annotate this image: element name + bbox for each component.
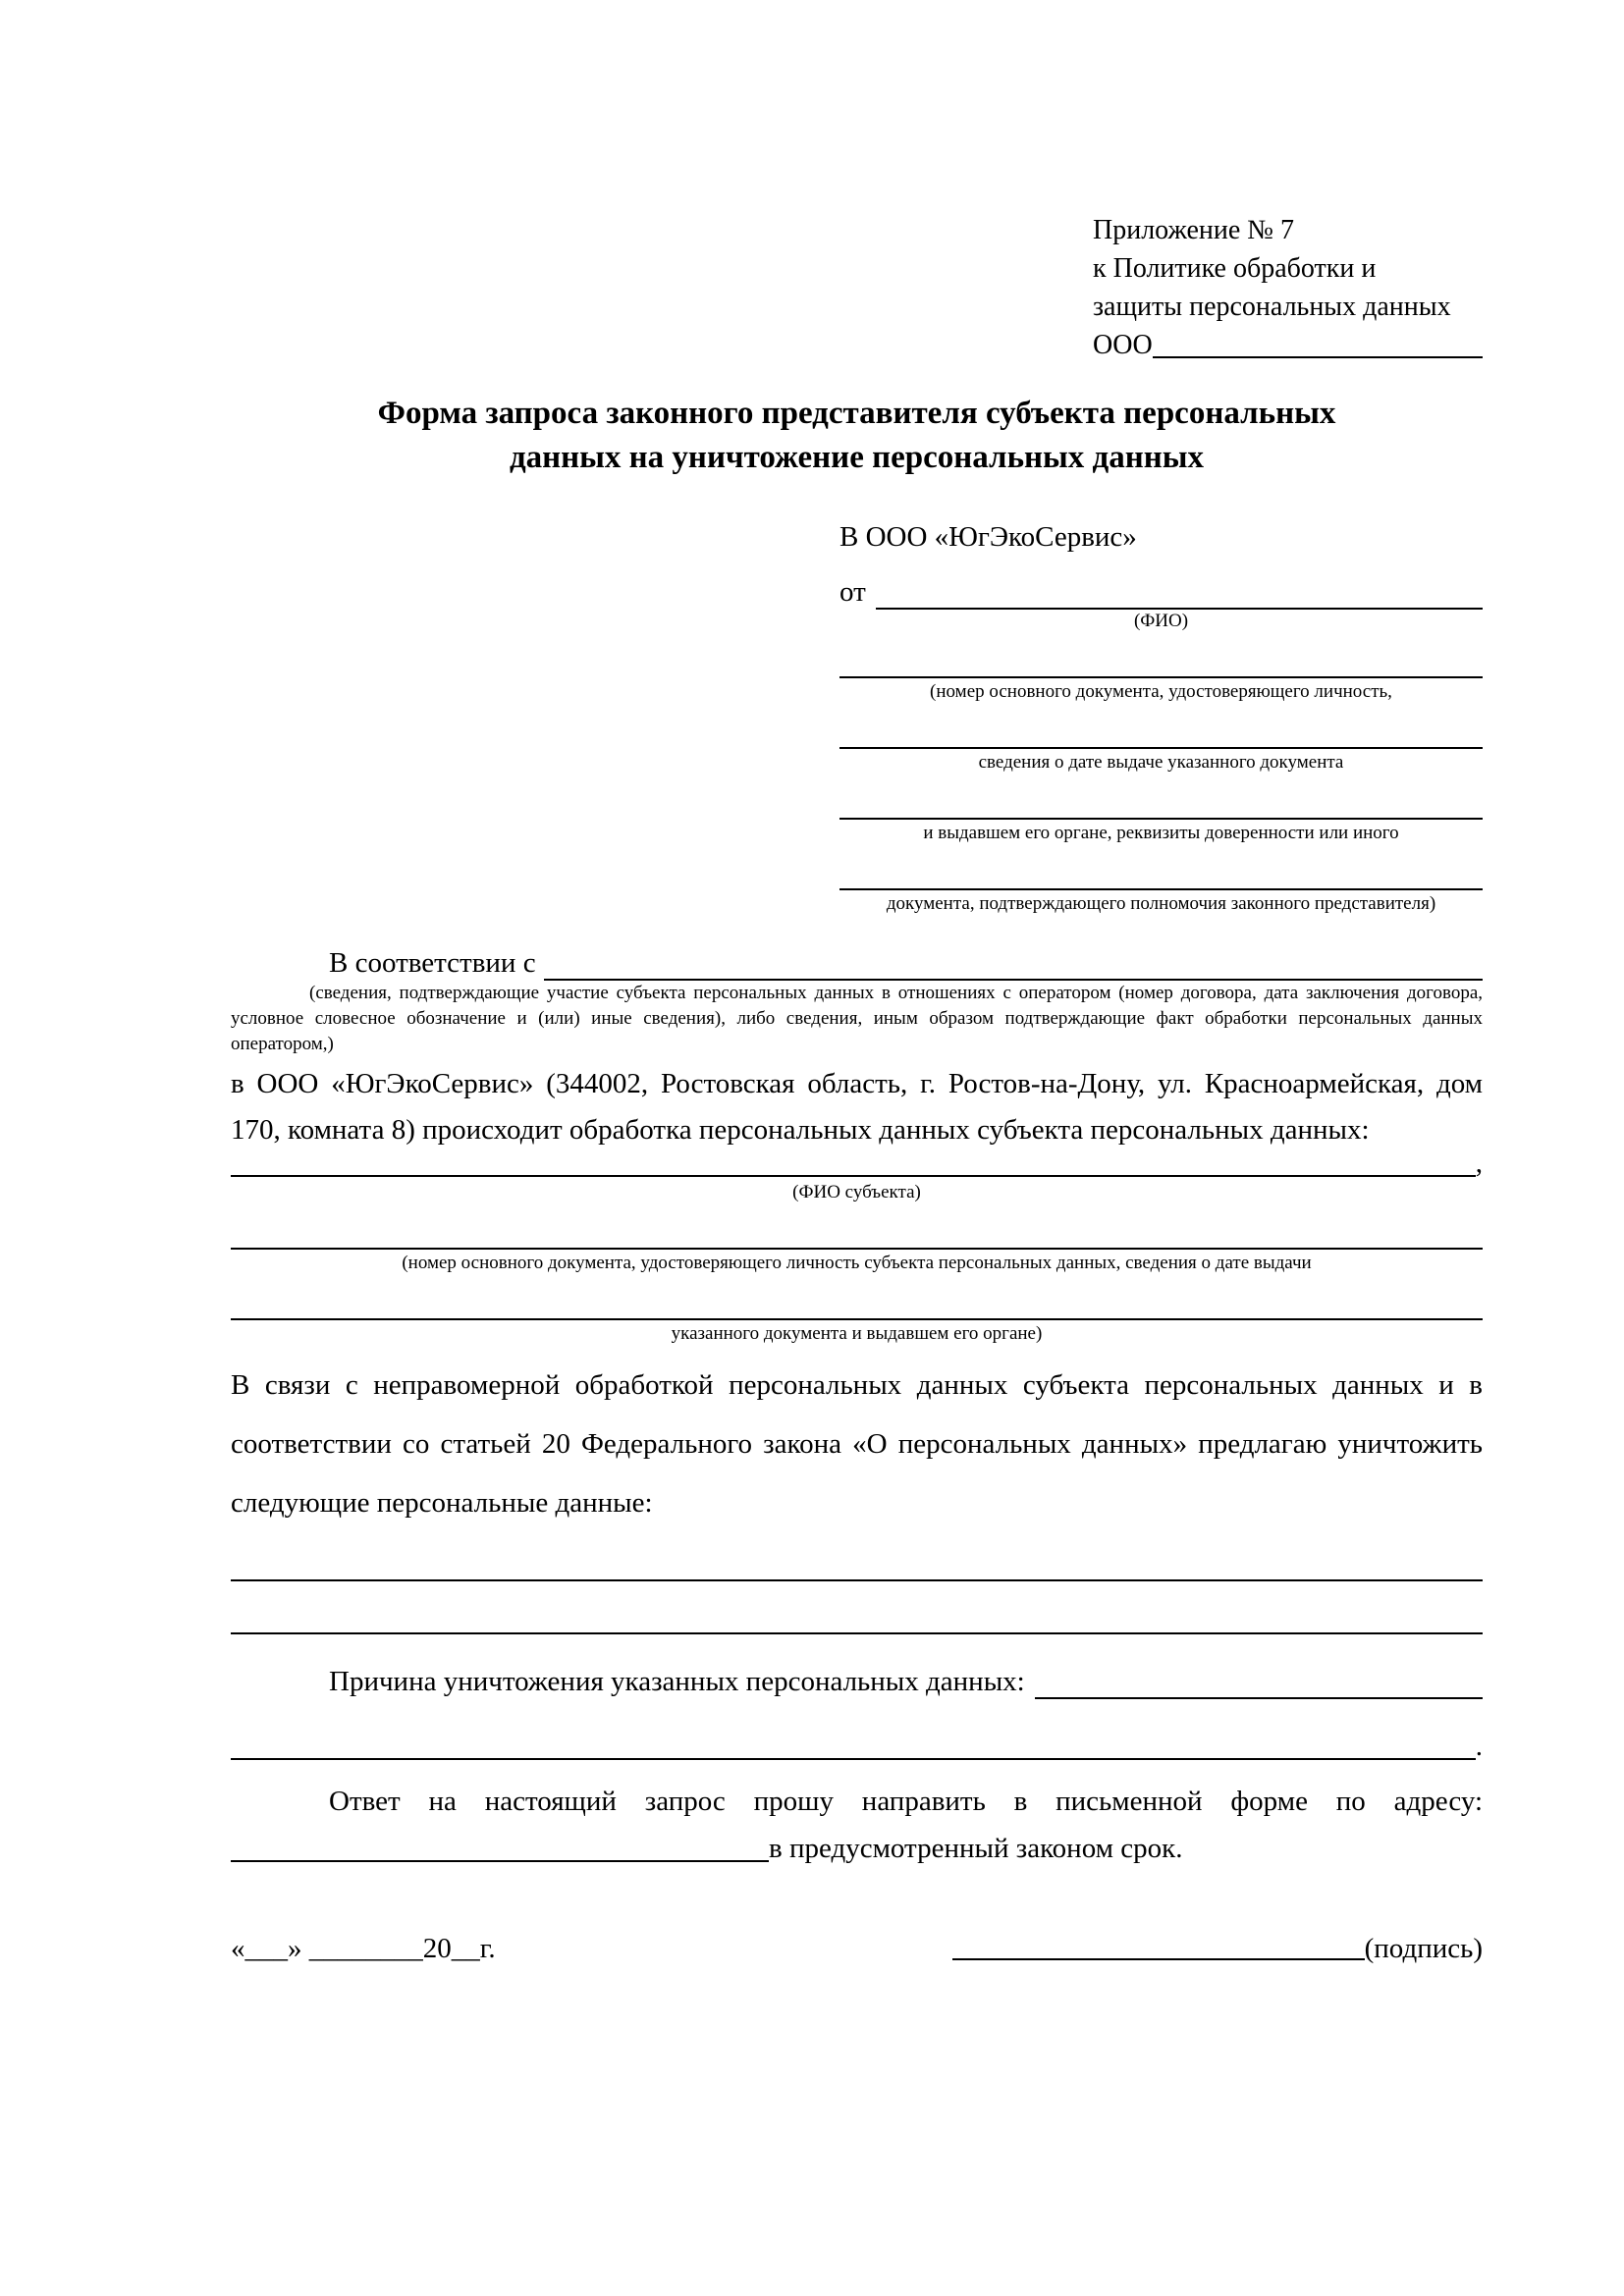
signature-block [952,1931,1483,1966]
accordance-note: (сведения, подтверждающие участие субъекта персональных данных в отношениях с оператором (номер договора, дата заключения договора, условное словесное обозначение и (или) иные сведения), либо сведения, иным образом подтверждающие факт обработки персональных данных оператором,) [231,983,1483,1054]
data-list-blank-line-1 [231,1579,1483,1581]
accordance-row [231,945,1483,981]
representative-doc-blank-3 [839,794,1483,820]
reason-continuation-row [231,1731,1483,1764]
date-line: «___» ________20__г. [231,1933,496,1964]
subject-doc-blank-1 [231,1224,1483,1250]
ooo-blank-line [1153,326,1483,358]
addressee-block [839,519,1483,916]
title-line-2: данных на уничтожение персональных данных [509,440,1205,475]
representative-doc-blank-2 [839,723,1483,749]
footer-row [231,1931,1483,1966]
addressee-from-row [839,574,1483,610]
reason-blank-line [1035,1664,1483,1699]
from-label: от [839,576,866,608]
representative-doc-blank-1 [839,653,1483,678]
appendix-block [1093,211,1483,364]
representative-doc-caption-2: сведения о дате выдаче указанного документа [978,752,1344,773]
data-list-blank-line-2 [231,1632,1483,1634]
subject-line-comma: , [1475,1148,1483,1179]
reply-address-row [231,1835,1483,1866]
appendix-ooo-row [1093,326,1483,364]
reason-label: Причина уничтожения указанных персональных данных: [329,1666,1025,1697]
reply-suffix: в предусмотренный законом срок. [769,1833,1183,1864]
representative-doc-caption-3: и выдавшем его органе, реквизиты доверенности или иного [923,823,1399,843]
from-blank-line [876,574,1483,610]
fio-caption: (ФИО) [1133,611,1189,631]
reason-row [231,1664,1483,1699]
signature-blank-line [952,1958,1365,1960]
title-line-1: Форма запроса законного представителя субъекта персональных [377,396,1336,431]
addressee-to: В ООО «ЮгЭкоСервис» [839,521,1137,553]
subject-doc-caption-1: (номер основного документа, удостоверяющего личность субъекта персональных данных, сведения о дате выдачи [402,1253,1312,1273]
signature-caption: (подпись) [1364,1933,1483,1964]
demand-paragraph: В связи с неправомерной обработкой персональных данных субъекта персональных данных и в соответствии со статьей 20 Федерального закона «О персональных данных» предлагаю уничтожить следующие персональные данные: [231,1369,1483,1519]
accordance-label: В соответствии с [329,947,536,979]
reply-address-blank-line [231,1860,769,1862]
ooo-label: ООО [1093,330,1153,360]
subject-fio-caption: (ФИО субъекта) [792,1182,921,1202]
subject-fio-row [231,1148,1483,1181]
reason-line-period: . [1475,1731,1483,1762]
subject-doc-caption-2: указанного документа и выдавшем его органе) [671,1323,1043,1344]
document-title [231,392,1483,480]
operator-paragraph: в ООО «ЮгЭкоСервис» (344002, Ростовская область, г. Ростов-на-Дону, ул. Красноармейская, дом 170, комната 8) происходит обработка персональных данных субъекта персональных данных: [231,1068,1483,1146]
accordance-blank-line [544,945,1483,981]
representative-doc-blank-4 [839,865,1483,890]
appendix-line-1: Приложение № 7 [1093,215,1294,245]
subject-doc-blank-2 [231,1295,1483,1320]
representative-doc-caption-4: документа, подтверждающего полномочия законного представителя) [886,893,1436,914]
representative-doc-caption-1: (номер основного документа, удостоверяющего личность, [930,681,1392,702]
appendix-line-2: к Политике обработки и [1093,253,1377,284]
appendix-line-3: защиты персональных данных [1093,292,1451,322]
reply-paragraph: Ответ на настоящий запрос прошу направить в письменной форме по адресу: [329,1786,1483,1817]
subject-fio-blank-line [231,1175,1476,1177]
reason-continuation-blank-line [231,1758,1476,1760]
